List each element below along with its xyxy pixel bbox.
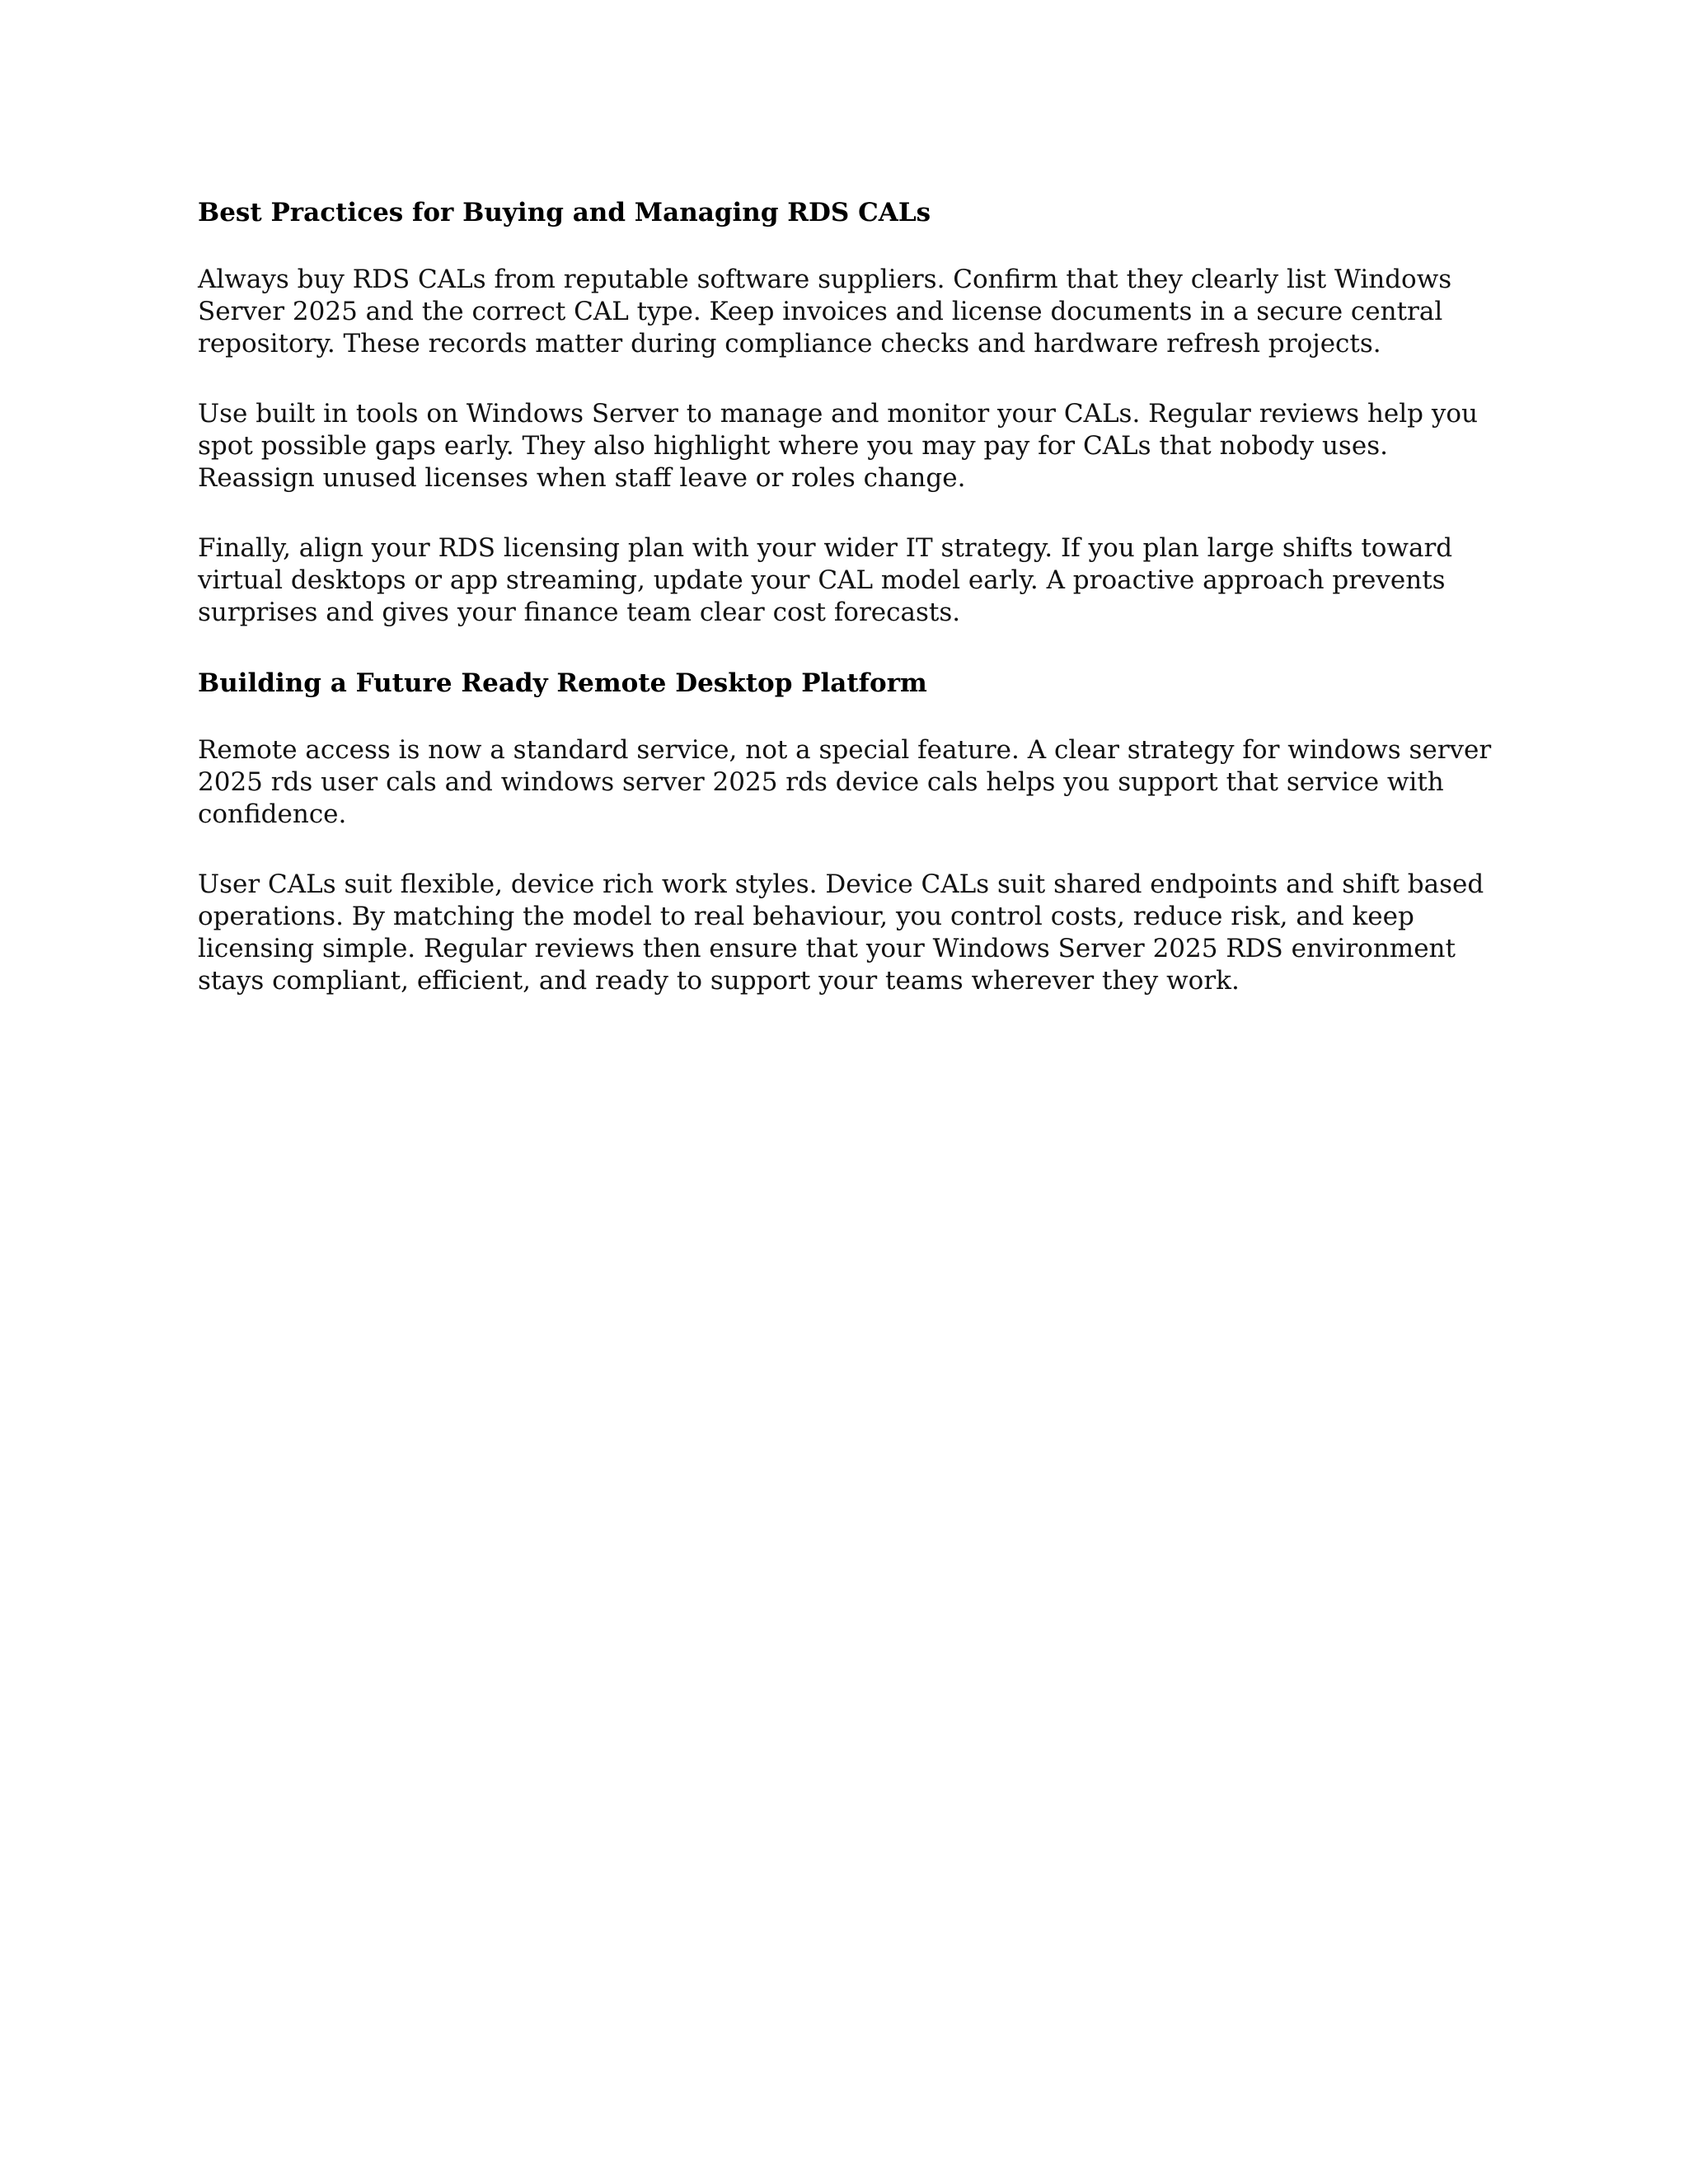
section-heading-future-ready: Building a Future Ready Remote Desktop Platform <box>198 668 927 698</box>
document-body <box>198 196 1500 1035</box>
section-heading-best-practices: Best Practices for Buying and Managing RDS CALs <box>198 198 931 227</box>
paragraph-remote-access: Remote access is now a standard service, not a special feature. A clear strategy for windows server 2025 rds user cals and windows server 2025 rds device cals helps you support that service with confidence. <box>198 735 1492 829</box>
paragraph-buy-from-suppliers: Always buy RDS CALs from reputable software suppliers. Confirm that they clearly list Windows Server 2025 and the correct CAL type. Keep invoices and license documents in a secure central repository. These records matter during compliance checks and hardware refresh projects. <box>198 265 1452 359</box>
paragraph-user-device-cals: User CALs suit flexible, device rich work styles. Device CALs suit shared endpoints and shift based operations. By matching the model to real behaviour, you control costs, reduce risk, and keep licensing simple. Regular reviews then ensure that your Windows Server 2025 RDS environment stays compliant, efficient, and ready to support your teams wherever they work. <box>198 869 1484 996</box>
paragraph-align-strategy: Finally, align your RDS licensing plan with your wider IT strategy. If you plan large shifts toward virtual desktops or app streaming, update your CAL model early. A proactive approach prevents surprises and gives your finance team clear cost forecasts. <box>198 533 1453 627</box>
paragraph-manage-monitor: Use built in tools on Windows Server to manage and monitor your CALs. Regular reviews help you spot possible gaps early. They also highlight where you may pay for CALs that nobody uses. Reassign unused licenses when staff leave or roles change. <box>198 399 1479 493</box>
